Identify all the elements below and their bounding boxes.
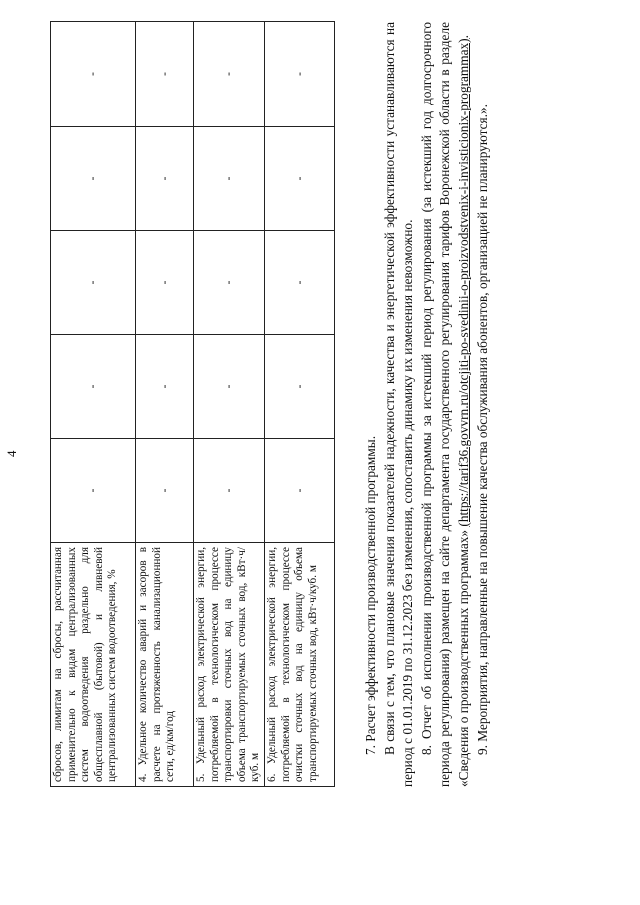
table-row xyxy=(136,22,194,787)
table-cell: - xyxy=(194,127,265,231)
indicator-label: 4. Удельное количество аварий и засоров в расчете на протяженность канализационной сети, ед/км/год xyxy=(136,543,194,787)
report-link[interactable]: (https://tarif36.govvrn.ru/otcjiti-po-svedinii-o-proizvodstvenix-i-invisticionix-programmax) xyxy=(455,38,471,527)
table-cell: - xyxy=(136,439,194,543)
table-cell: - xyxy=(264,231,334,335)
section-8-paragraph xyxy=(418,22,474,787)
table-cell: - xyxy=(264,127,334,231)
table-cell: - xyxy=(51,22,136,127)
section-7-title: 7. Расчет эффективности производственной программы. xyxy=(363,435,378,755)
table-cell: - xyxy=(51,439,136,543)
indicator-label: сбросов, лимитам на сбросы, рассчитанная применительно к видам централизованных систем водоотведения раздельно для общесплавной (бытовой) и ливневой централизованных систем водоотведения, % xyxy=(51,543,136,787)
indicator-label: 5. Удельный расход электрической энергии, потребляемой в технологическом процессе транспортировки сточных вод на единицу объема транспортируемых сточных вод, кВт·ч/куб. м xyxy=(194,543,265,787)
table-cell: - xyxy=(194,231,265,335)
table-cell: - xyxy=(136,127,194,231)
table-cell: - xyxy=(194,439,265,543)
table-cell: - xyxy=(264,22,334,127)
section-9-text: 9. Мероприятия, направленные на повышение качества обслуживания абонентов, организацией не планируются.». xyxy=(474,104,490,755)
section-7-text: В связи с тем, что плановые значения показателей надежности, качества и энергетической эффективности устанавливаются на период с 01.01.2019 по 31.12.2023 без изменения, сопоставить динамику их изменения невозможно. xyxy=(381,22,416,787)
body-text xyxy=(362,22,492,787)
table-cell: - xyxy=(136,231,194,335)
indicators-table xyxy=(50,21,335,787)
table-cell: - xyxy=(51,127,136,231)
table-row xyxy=(194,22,265,787)
section-8-end: . xyxy=(455,35,471,39)
table-cell: - xyxy=(194,335,265,439)
table-cell: - xyxy=(194,22,265,127)
indicator-label: 6. Удельный расход электрической энергии, потребляемой в технологическом процессе очистки сточных вод на единицу объема транспортируемых сточных вод, кВт·ч/куб. м xyxy=(264,543,334,787)
table-cell: - xyxy=(51,231,136,335)
table-cell: - xyxy=(264,335,334,439)
table-cell: - xyxy=(51,335,136,439)
table-cell: - xyxy=(136,22,194,127)
table-row xyxy=(51,22,136,787)
page-number: 4 xyxy=(4,450,19,457)
table-cell: - xyxy=(136,335,194,439)
table-cell: - xyxy=(264,439,334,543)
table-row xyxy=(264,22,334,787)
section-8-text: 8. Отчет об исполнении производственной программы за истекший период регулирования (за истекший год долгосрочного периода регулирования) размещен на сайте департамента государственного регулирования тарифов Воронежской области в разделе «Сведения о производственных программах» xyxy=(418,22,471,787)
